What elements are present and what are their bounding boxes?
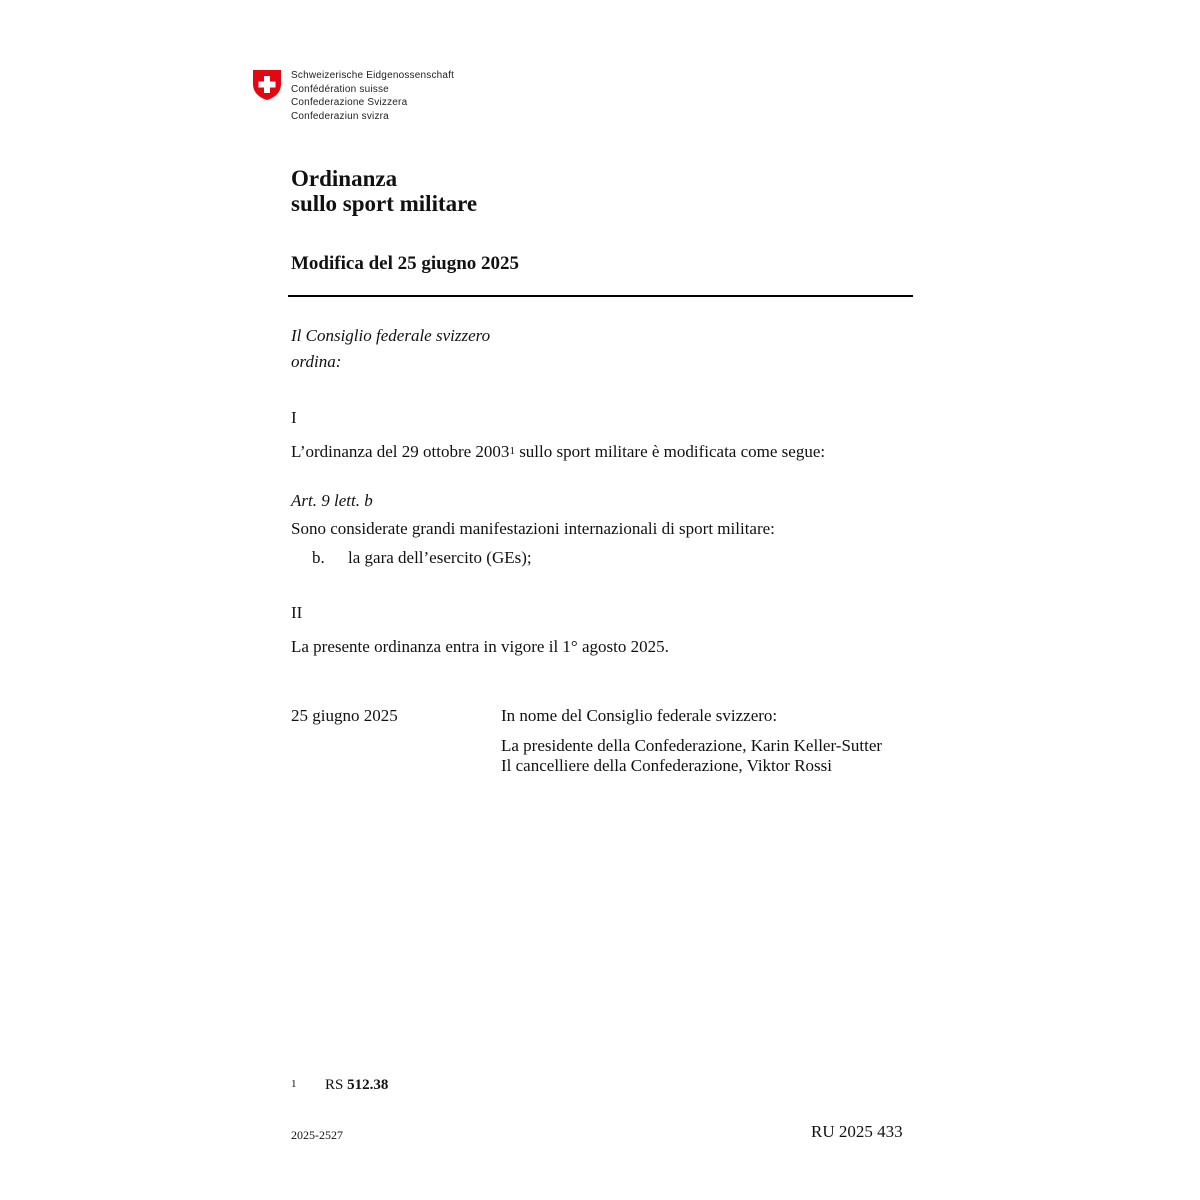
section-1-intro	[291, 439, 825, 465]
ordinance-title	[291, 166, 477, 216]
article-heading: Art. 9 lett. b	[291, 491, 373, 510]
authority-line-de: Schweizerische Eidgenossenschaft	[291, 70, 455, 81]
title-line-1: Ordinanza	[291, 166, 398, 191]
section-1-numeral: I	[291, 408, 297, 427]
footnote-reference[interactable]: 1	[509, 445, 515, 457]
swiss-cross-shield-icon	[252, 69, 282, 101]
amendment-heading: Modifica del 25 giugno 2025	[291, 253, 520, 274]
authority-line-fr: Confédération suisse	[291, 83, 389, 95]
title-line-2: sullo sport militare	[291, 191, 478, 216]
signatory-president: La presidente della Confederazione, Karin Keller-Sutter	[501, 736, 883, 755]
preamble-line-1: Il Consiglio federale svizzero	[291, 326, 491, 345]
authority-line-it: Confederazione Svizzera	[291, 97, 408, 108]
preamble-line-2: ordina:	[291, 352, 342, 371]
preamble	[291, 323, 490, 375]
document-number: 2025-2527	[291, 1128, 343, 1142]
footnote-reference-number: 512.38	[347, 1077, 389, 1093]
footnote-text	[325, 1077, 388, 1094]
footnote-prefix: RS	[325, 1077, 348, 1093]
signature-date: 25 giugno 2025	[291, 706, 398, 725]
section-2-text: La presente ordinanza entra in vigore il 1° agosto 2025.	[291, 637, 669, 656]
footnote-number: 1	[291, 1078, 297, 1090]
on-behalf-line: In nome del Consiglio federale svizzero:	[501, 706, 778, 725]
intro-text-end: sullo sport militare è modificata come segue:	[514, 442, 826, 461]
title-divider	[288, 295, 913, 297]
article-text: Sono considerate grandi manifestazioni internazionali di sport militare:	[291, 519, 775, 538]
publication-reference: RU 2025 433	[811, 1122, 903, 1141]
list-item-letter: b.	[312, 548, 325, 567]
signatory-chancellor: Il cancelliere della Confederazione, Viktor Rossi	[501, 756, 832, 775]
signatories	[501, 736, 882, 776]
list-item-text: la gara dell’esercito (GEs);	[348, 548, 532, 567]
intro-text-start: L’ordinanza del 29 ottobre 2003	[291, 442, 510, 461]
authority-names	[291, 69, 454, 123]
section-2-numeral: II	[291, 603, 303, 622]
authority-line-rm: Confederaziun svizra	[291, 110, 389, 122]
